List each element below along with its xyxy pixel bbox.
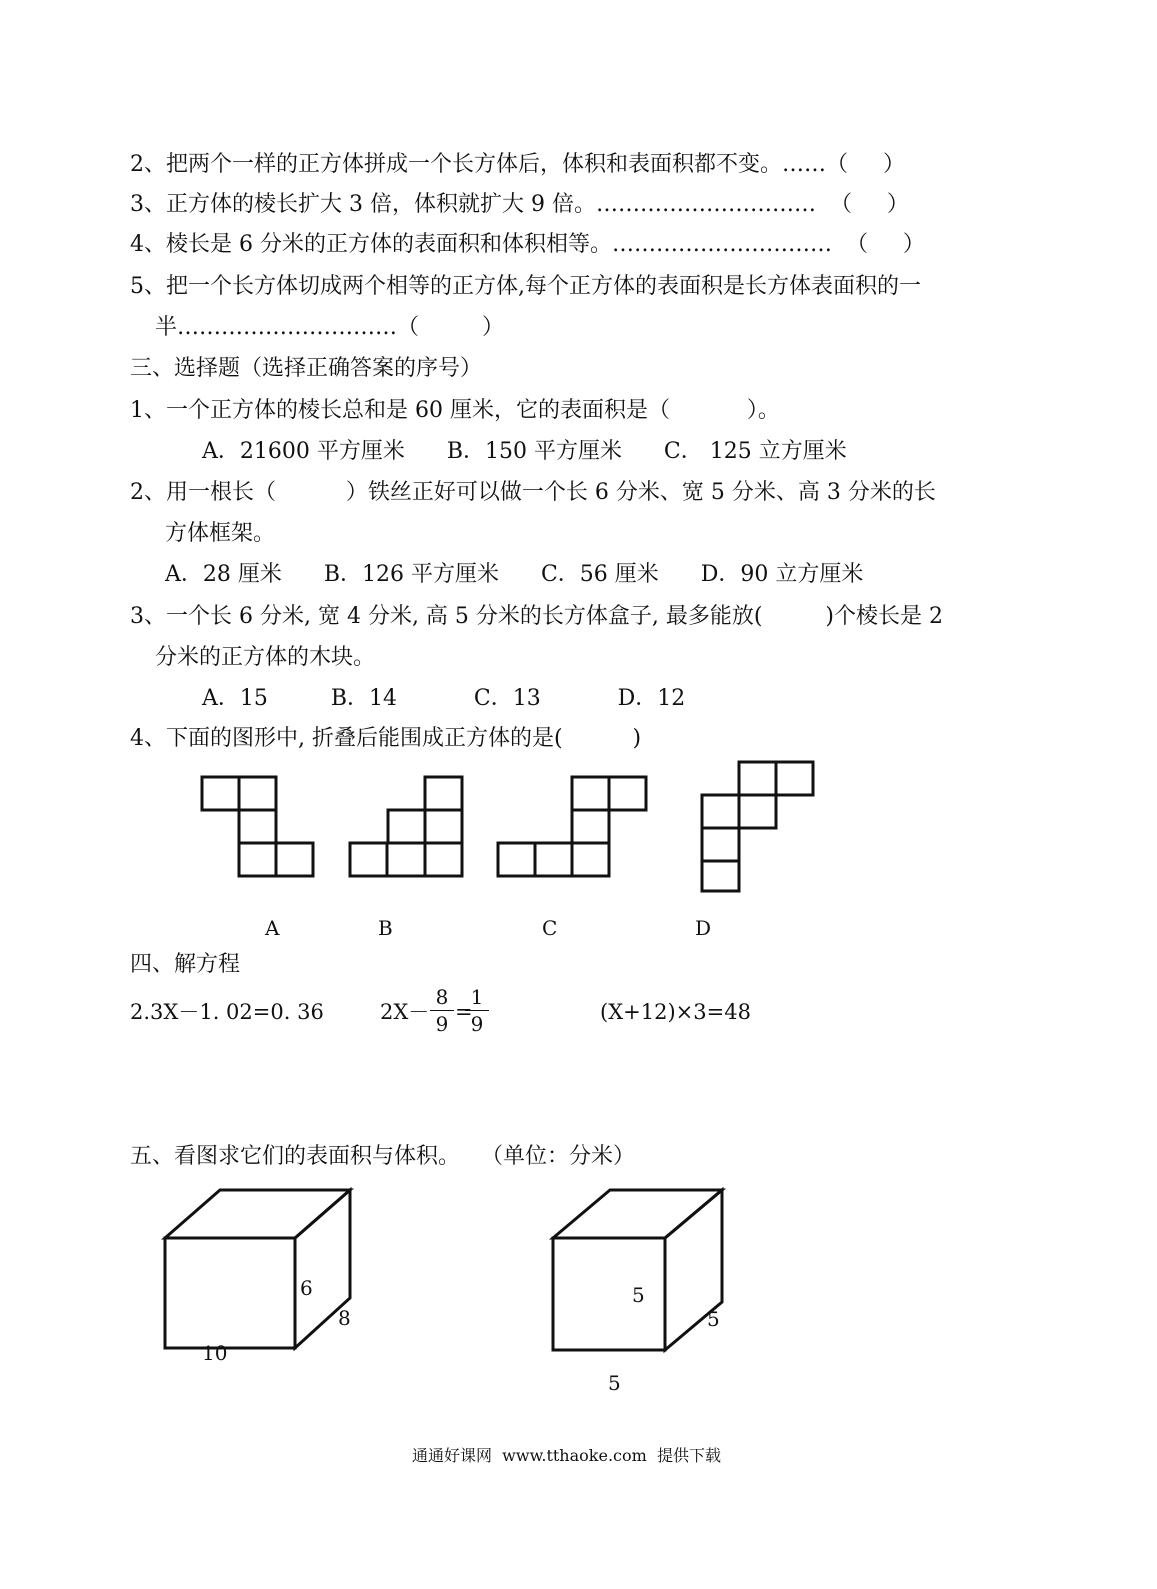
cuboid-height-label: 6 [300, 1276, 313, 1300]
net-label-d: D [695, 916, 712, 940]
judge-q3: 3、正方体的棱长扩大 3 倍，体积就扩大 9 倍。………………………… （ ） [130, 192, 909, 217]
judge-q5-line2: 半…………………………（ ） [155, 315, 504, 340]
net-label-a: A [265, 916, 280, 940]
cuboid-drawing [165, 1190, 350, 1348]
choice-q3-line1: 3、一个长 6 分米, 宽 4 分米, 高 5 分米的长方体盒子, 最多能放( )个棱长是 2 [130, 604, 944, 629]
cuboid-width-label: 8 [338, 1306, 351, 1330]
fraction-1-denominator: 9 [435, 1012, 449, 1036]
judge-q2: 2、把两个一样的正方体拼成一个长方体后，体积和表面积都不变。……（ ） [130, 152, 905, 177]
net-c [498, 777, 646, 876]
equation-2-equals: = [455, 1000, 473, 1024]
equations-heading: 四、解方程 [130, 952, 241, 977]
choice-heading: 三、选择题（选择正确答案的序号） [130, 356, 483, 381]
footer-credit: 通通好课网 www.tthaoke.com 提供下载 [412, 1446, 721, 1465]
choice-q1: 1、一个正方体的棱长总和是 60 厘米，它的表面积是（ ）。 [130, 398, 780, 423]
net-label-b: B [378, 916, 393, 940]
choice-q2-line2: 方体框架。 [165, 521, 276, 546]
cube-height-label: 5 [632, 1283, 645, 1307]
fraction-2-denominator: 9 [470, 1012, 484, 1036]
net-b [350, 777, 462, 876]
net-d [702, 762, 813, 891]
cube-length-label: 5 [608, 1371, 621, 1395]
fraction-1-numerator: 8 [435, 985, 449, 1009]
judge-q4: 4、棱长是 6 分米的正方体的表面积和体积相等。………………………… （ ） [130, 232, 925, 257]
choice-q3-options: A．15 B．14 C．13 D．12 [202, 686, 686, 711]
equation-2-fraction-1 [430, 986, 454, 1035]
equation-1: 2.3X－1. 02=0. 36 [130, 1000, 324, 1024]
cube-width-label: 5 [707, 1307, 720, 1331]
equation-2-prefix: 2X－ [380, 1000, 430, 1024]
solids-figure [150, 1180, 750, 1410]
cube-drawing [553, 1190, 722, 1350]
equation-2-fraction-2 [465, 986, 489, 1035]
choice-q3-line2: 分米的正方体的木块。 [155, 645, 376, 670]
equation-3: (X+12)×3=48 [600, 1000, 751, 1024]
choice-q1-options: A．21600 平方厘米 B．150 平方厘米 C． 125 立方厘米 [202, 439, 847, 464]
choice-q2-line1: 2、用一根长（ ）铁丝正好可以做一个长 6 分米、宽 5 分米、高 3 分米的长 [130, 480, 936, 505]
fraction-2-numerator: 1 [470, 985, 484, 1009]
figures-heading: 五、看图求它们的表面积与体积。 （单位：分米） [130, 1144, 635, 1169]
cuboid-length-label: 10 [202, 1341, 228, 1365]
choice-q4: 4、下面的图形中, 折叠后能围成正方体的是( ) [130, 726, 642, 751]
cube-nets-figure [190, 755, 850, 955]
judge-q5-line1: 5、把一个长方体切成两个相等的正方体,每个正方体的表面积是长方体表面积的一 [130, 274, 921, 299]
net-label-c: C [542, 916, 558, 940]
choice-q2-options: A．28 厘米 B．126 平方厘米 C．56 厘米 D．90 立方厘米 [165, 562, 864, 587]
net-a [202, 777, 313, 876]
